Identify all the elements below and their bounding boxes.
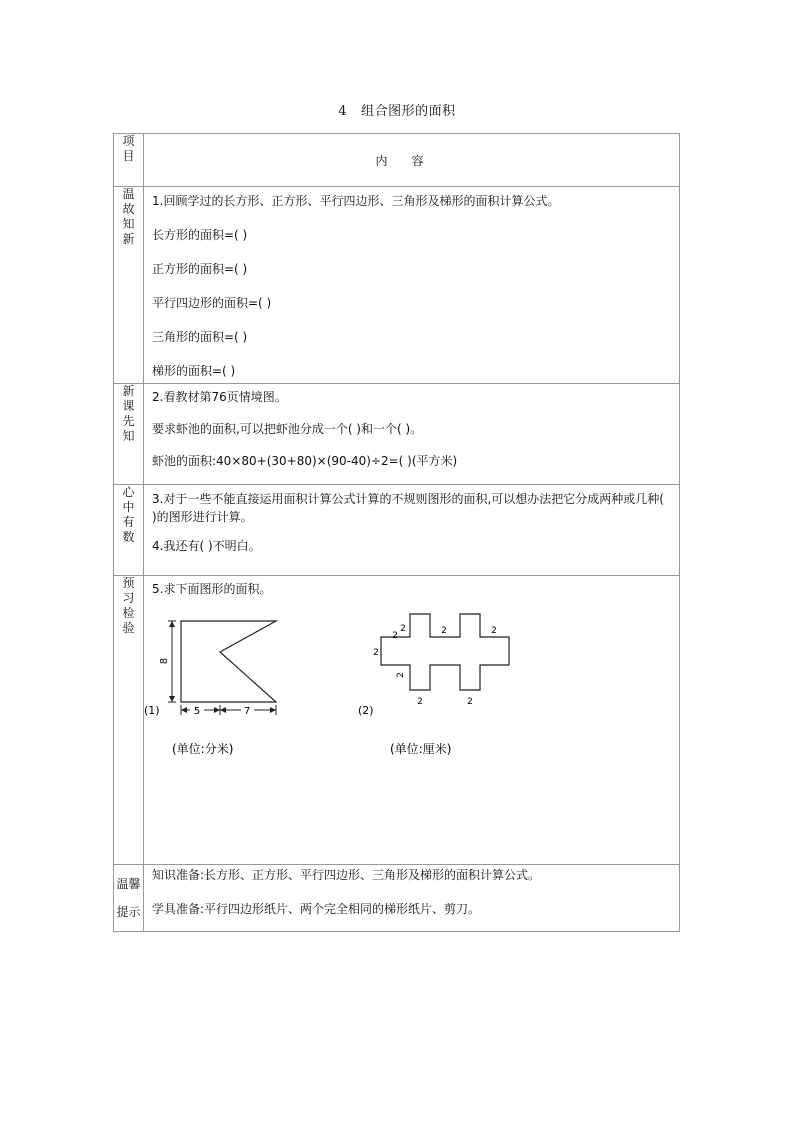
review-intro: 1.回顾学过的长方形、正方形、平行四边形、三角形及梯形的面积计算公式。 <box>152 194 560 208</box>
figure-1-label: (1) <box>144 704 160 717</box>
trapezoid-area-formula: 梯形的面积=( ) <box>152 364 236 378</box>
arrow-right-icon <box>214 707 220 713</box>
square-area-formula: 正方形的面积=( ) <box>152 262 248 276</box>
question-5: 5.求下面图形的面积。 <box>152 582 272 596</box>
arrow-up-icon <box>169 621 175 627</box>
figure-2-dim-e: 2 <box>441 626 447 636</box>
figure-2-dim-f: 2 <box>491 626 497 636</box>
new-lesson-row <box>114 384 680 485</box>
shrimp-pond-formula: 虾池的面积:40×80+(30+80)×(90-40)÷2=( )(平方米) <box>152 454 458 468</box>
figure-2-unit: (单位:厘米) <box>390 742 452 756</box>
question-4: 4.我还有( )不明白。 <box>152 539 261 553</box>
header-item-cell <box>114 134 144 187</box>
shrimp-pond-split: 要求虾池的面积,可以把虾池分成一个( )和一个( )。 <box>152 422 423 436</box>
new-lesson-side-cell <box>114 384 144 485</box>
figures-area <box>144 597 671 881</box>
tips-label-bottom: 提示 <box>116 905 141 919</box>
worksheet-table <box>113 133 680 932</box>
check-label: 预习检验 <box>122 576 135 635</box>
tips-side-cell <box>114 865 144 932</box>
arrow-right-icon <box>270 707 276 713</box>
arrow-left-icon <box>220 707 226 713</box>
new-lesson-label: 新课先知 <box>122 384 135 443</box>
header-content-label: 内容 <box>144 134 680 187</box>
mind-label: 心中有数 <box>122 485 135 544</box>
new-lesson-content-cell <box>144 384 680 485</box>
title-number: 4 <box>338 104 348 119</box>
review-side-cell <box>114 187 144 384</box>
figure-1-right-label: 7 <box>243 706 251 717</box>
tips-tools: 学具准备:平行四边形纸片、两个完全相同的梯形纸片、剪刀。 <box>152 902 481 916</box>
figure-1-unit: (单位:分米) <box>172 742 234 756</box>
figure-2-dim-g: 2 <box>417 697 423 707</box>
arrow-down-icon <box>169 696 175 702</box>
review-content-cell <box>144 187 680 384</box>
figure-1-shape <box>181 621 276 702</box>
figure-1 <box>144 621 276 756</box>
header-item-label: 项目 <box>122 134 135 163</box>
figure-2-label: (2) <box>358 704 374 717</box>
review-label: 温故知新 <box>122 187 135 246</box>
figure-2-dim-b: 2 <box>392 631 398 641</box>
review-row <box>114 187 680 384</box>
figures-svg <box>144 597 692 857</box>
figure-2-dim-d: 2 <box>396 672 406 678</box>
figure-2-dim-c: 2 <box>373 648 379 658</box>
mind-content-cell <box>144 485 680 576</box>
rect-area-formula: 长方形的面积=( ) <box>152 228 248 242</box>
figure-2-dim-h: 2 <box>467 697 473 707</box>
check-side-cell <box>114 576 144 865</box>
figure-1-height-label: 8 <box>159 657 170 665</box>
tips-knowledge: 知识准备:长方形、正方形、平行四边形、三角形及梯形的面积计算公式。 <box>152 868 541 882</box>
tips-label-top: 温馨 <box>116 877 141 891</box>
figure-2 <box>358 614 509 756</box>
parallelogram-area-formula: 平行四边形的面积=( ) <box>152 296 272 310</box>
check-row <box>114 576 680 865</box>
arrow-left-icon <box>181 707 187 713</box>
figure-2-dim-a: 2 <box>400 624 406 634</box>
page-title <box>0 100 794 119</box>
check-content-cell <box>144 576 680 865</box>
header-row <box>114 134 680 187</box>
mind-row <box>114 485 680 576</box>
mind-side-cell <box>114 485 144 576</box>
question-2: 2.看教材第76页情境图。 <box>152 390 287 404</box>
figure-1-left-label: 5 <box>193 706 201 717</box>
title-text: 组合图形的面积 <box>361 104 456 119</box>
question-3: 3.对于一些不能直接运用面积计算公式计算的不规则图形的面积,可以想办法把它分成两种或几种( )的图形进行计算。 <box>152 492 664 524</box>
triangle-area-formula: 三角形的面积=( ) <box>152 330 248 344</box>
